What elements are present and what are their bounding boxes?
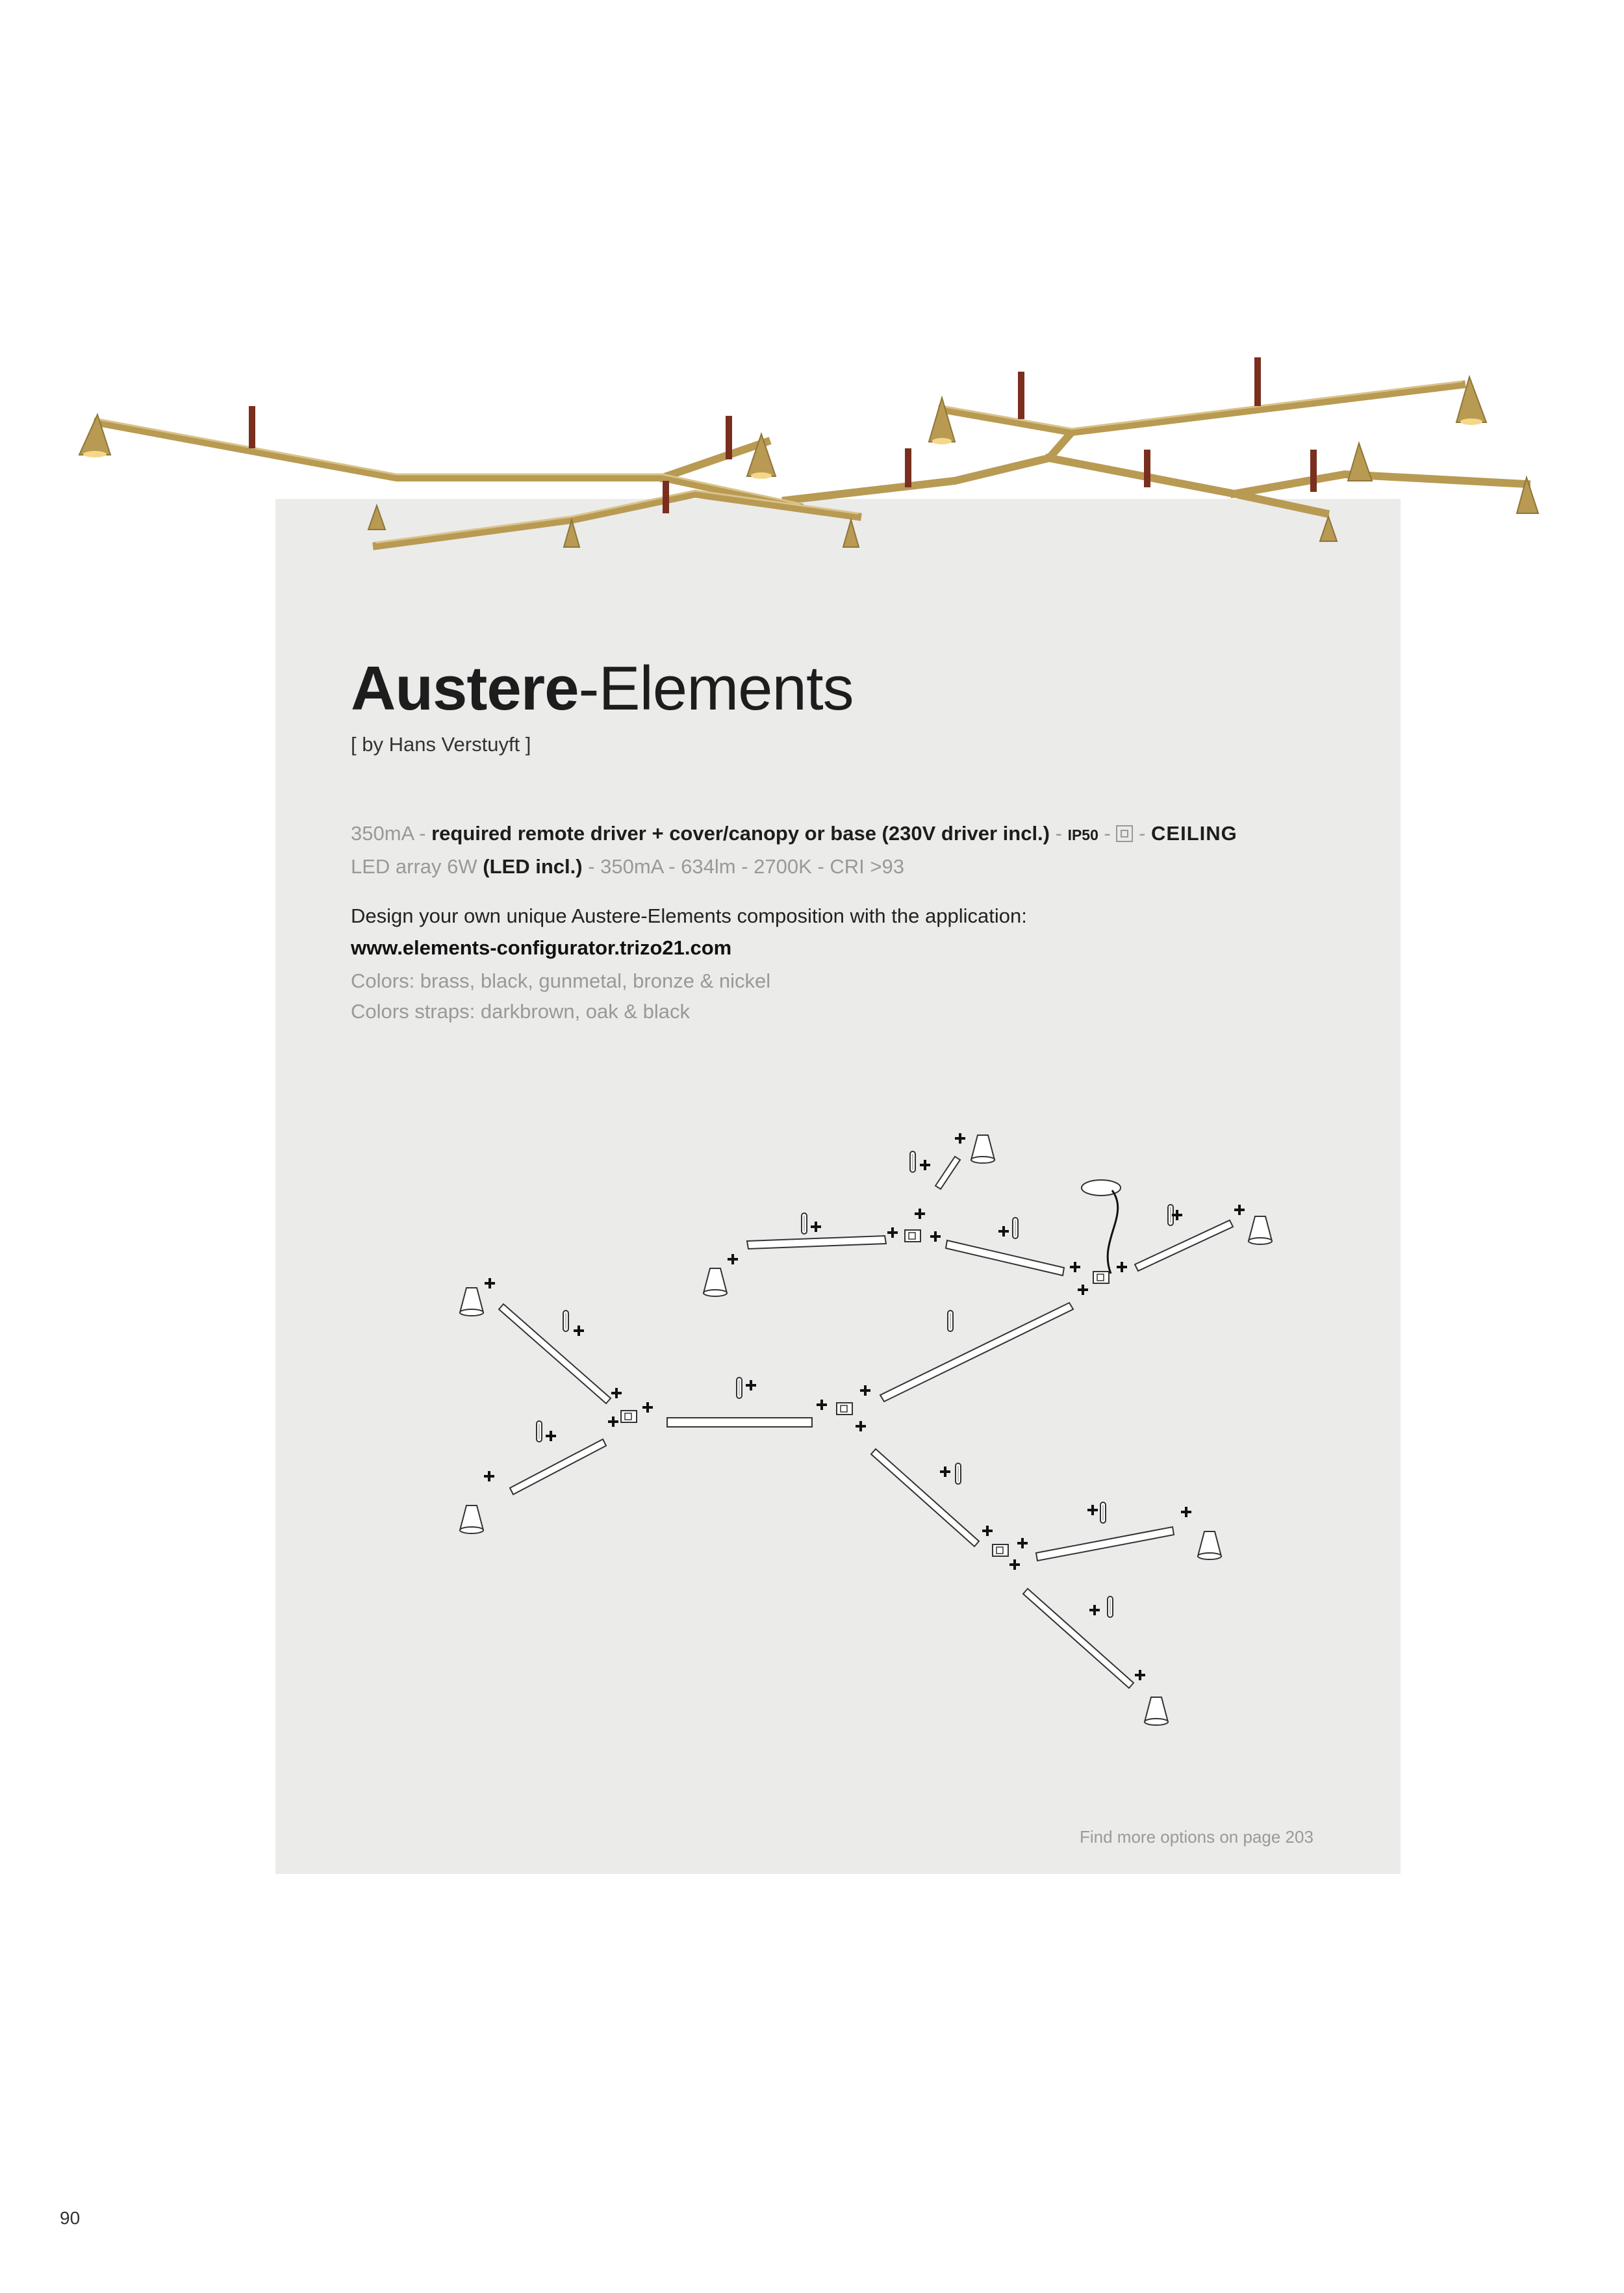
led-included: (LED incl.)	[483, 855, 583, 878]
spec-line-2	[351, 855, 904, 878]
spec-line-1: 350mA - required remote driver + cover/canopy or base (230V driver incl.) - IP50 - - CEILING	[351, 822, 1237, 845]
ip-rating: IP50	[1067, 826, 1098, 843]
class-ii-icon	[1116, 825, 1133, 842]
assembly-diagram	[442, 1098, 1306, 1741]
spec-current: 350mA	[351, 822, 414, 845]
configurator-link[interactable]: www.elements-configurator.trizo21.com	[351, 936, 732, 959]
more-options-note: Find more options on page 203	[1080, 1827, 1313, 1847]
strap-colors-text: Colors straps: darkbrown, oak & black	[351, 1000, 691, 1023]
colors-text: Colors: brass, black, gunmetal, bronze & nickel	[351, 969, 771, 992]
page-number: 90	[60, 2208, 81, 2228]
configurator-intro: Design your own unique Austere-Elements composition with the application:	[351, 904, 1027, 927]
led-array: LED array 6W	[351, 855, 477, 878]
spec-requirement: required remote driver + cover/canopy or base (230V driver incl.)	[431, 822, 1050, 845]
mount-type: CEILING	[1151, 822, 1237, 845]
led-details: - 350mA - 634lm - 2700K - CRI >93	[582, 855, 904, 878]
product-title	[351, 653, 854, 724]
designer-credit: [ by Hans Verstuyft ]	[351, 733, 531, 756]
product-photo	[0, 338, 1624, 572]
title-bold: Austere	[351, 654, 579, 723]
title-rest: -Elements	[578, 654, 854, 723]
